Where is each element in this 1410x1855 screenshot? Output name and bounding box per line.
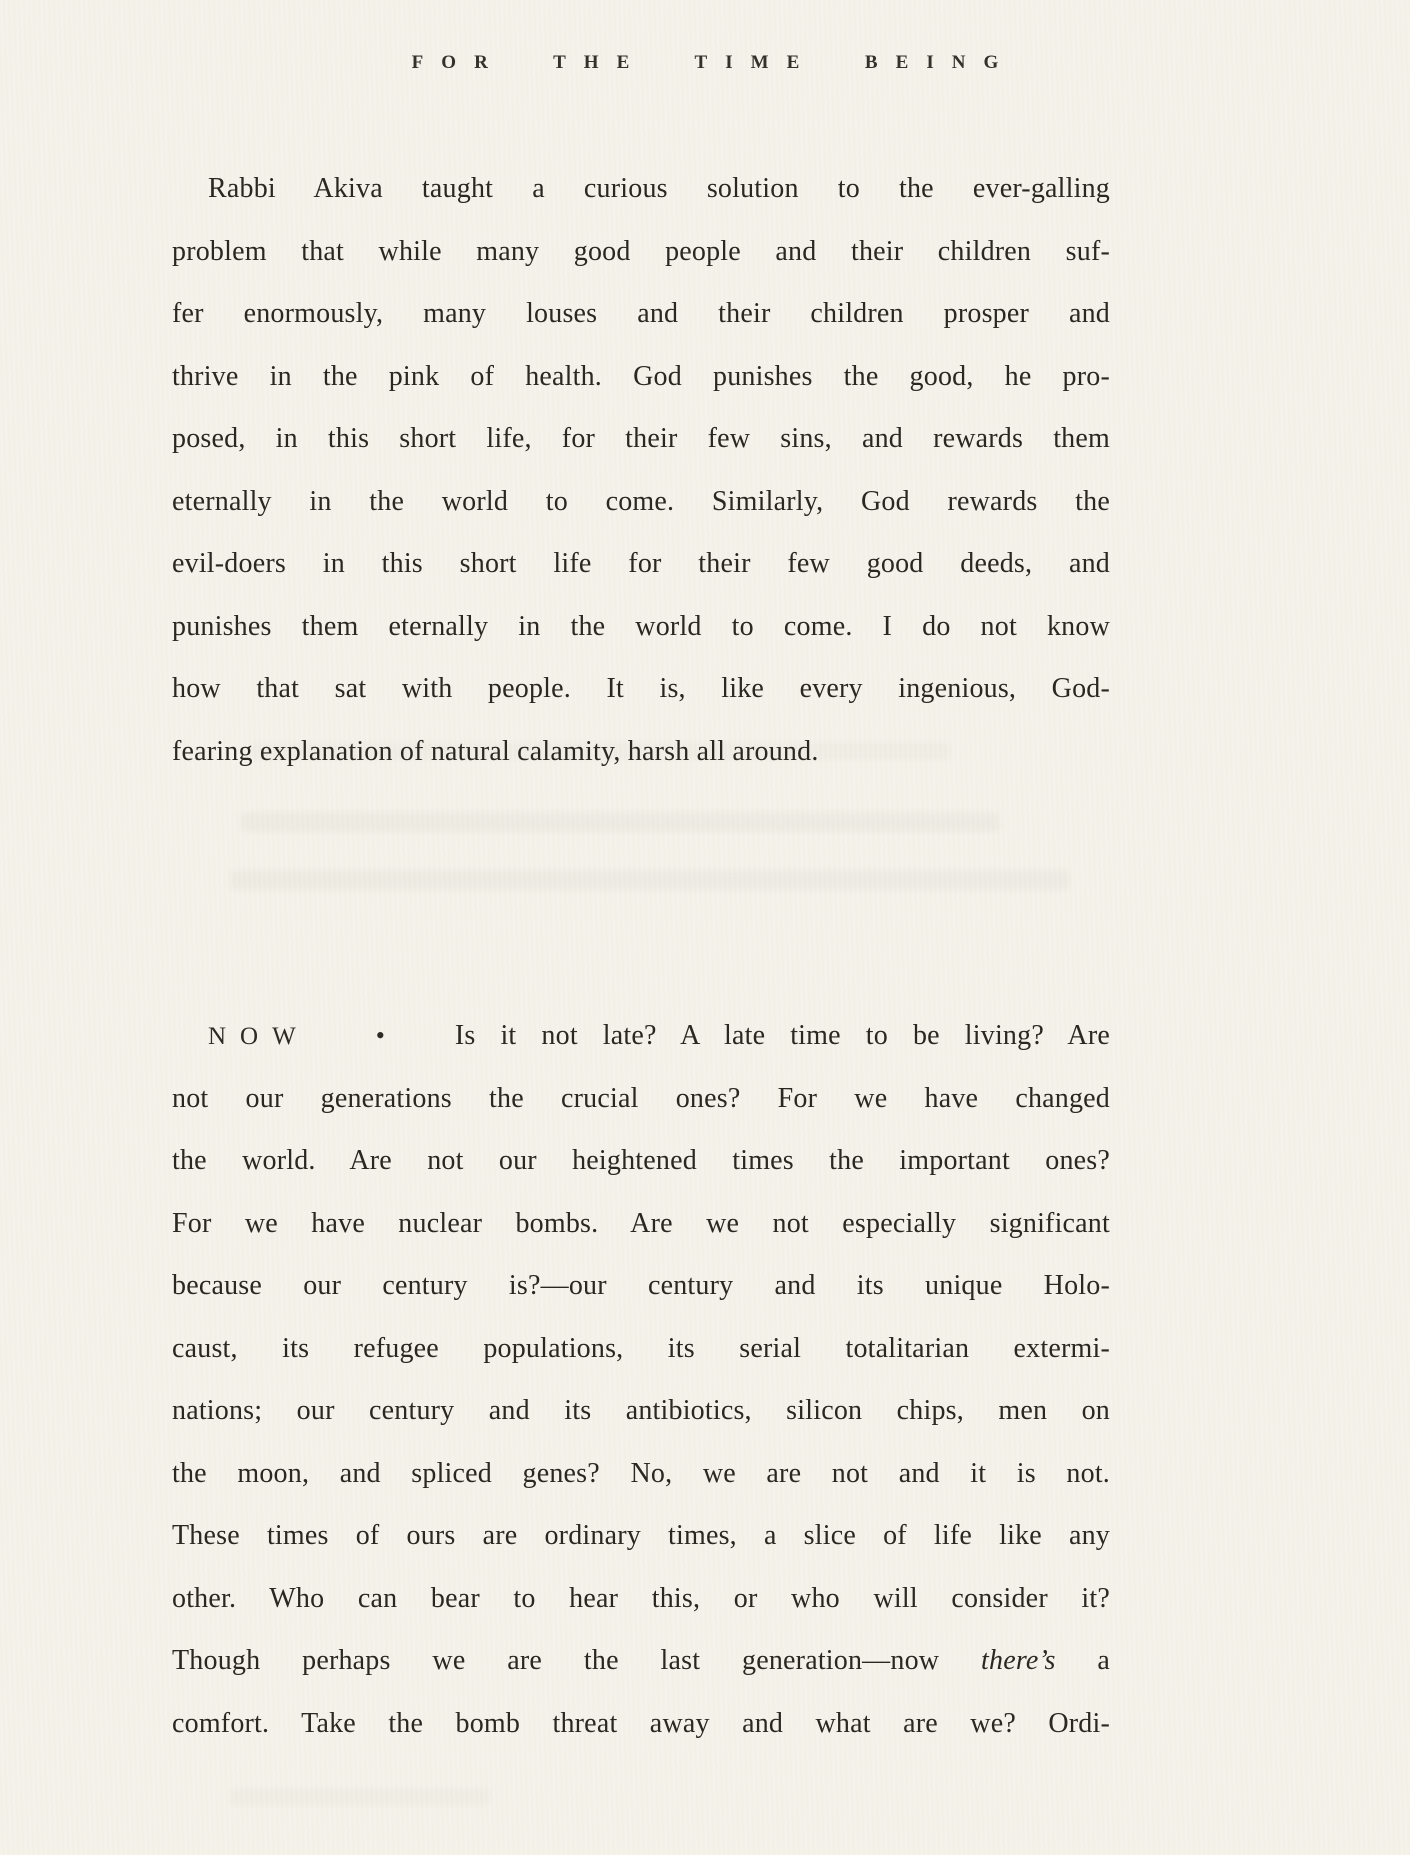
text-line: thrive in the pink of health. God punishes the good, he pro-	[172, 360, 1110, 392]
text-line: For we have nuclear bombs. Are we not especially significant	[172, 1207, 1110, 1239]
text-line: the moon, and spliced genes? No, we are not and it is not.	[172, 1457, 1110, 1489]
text-line: eternally in the world to come. Similarly, God rewards the	[172, 485, 1110, 517]
text-line: These times of ours are ordinary times, a slice of life like any	[172, 1520, 1110, 1551]
text-line: the world. Are not our heightened times the important ones?	[172, 1145, 1110, 1176]
section-bullet-icon: •	[375, 1021, 385, 1050]
text-line: problem that while many good people and their children suf-	[172, 235, 1110, 267]
body-text	[172, 158, 1110, 1755]
text-segment: a	[1097, 1645, 1111, 1676]
section-label-now: NOW	[208, 1023, 310, 1050]
text-line: posed, in this short life, for their few sins, and rewards them	[172, 423, 1110, 454]
text-line: Rabbi Akiva taught a curious solution to the ever-galling	[208, 173, 1110, 204]
text-line: evil-doers in this short life for their few good deeds, and	[172, 548, 1110, 579]
italic-text: there’s	[981, 1645, 1056, 1676]
text-line: fer enormously, many louses and their children prosper and	[172, 298, 1110, 329]
running-header: FOR THE TIME BEING	[411, 52, 1017, 73]
section-opener-line	[172, 1005, 1110, 1068]
page-showthrough	[230, 1788, 490, 1806]
text-line: nations; our century and its antibiotics, silicon chips, men on	[172, 1395, 1110, 1426]
text-line: caust, its refugee populations, its serial totalitarian extermi-	[172, 1332, 1110, 1364]
text-segment: Though perhaps we are the last generation—now	[172, 1645, 940, 1676]
text-line: how that sat with people. It is, like every ingenious, God-	[172, 673, 1110, 704]
text-line: because our century is?—our century and its unique Holo-	[172, 1270, 1110, 1301]
text-line: comfort. Take the bomb threat away and what are we? Ordi-	[172, 1707, 1110, 1739]
text-line: fearing explanation of natural calamity, harsh all around.	[172, 735, 819, 767]
paragraph-gap	[172, 783, 1110, 1005]
text-line	[172, 1630, 1110, 1693]
text-line: punishes them eternally in the world to come. I do not know	[172, 610, 1110, 642]
text-line: other. Who can bear to hear this, or who will consider it?	[172, 1582, 1110, 1614]
text-line: not our generations the crucial ones? For we have changed	[172, 1082, 1110, 1114]
text-line: Is it not late? A late time to be living? Are	[454, 1020, 1110, 1051]
